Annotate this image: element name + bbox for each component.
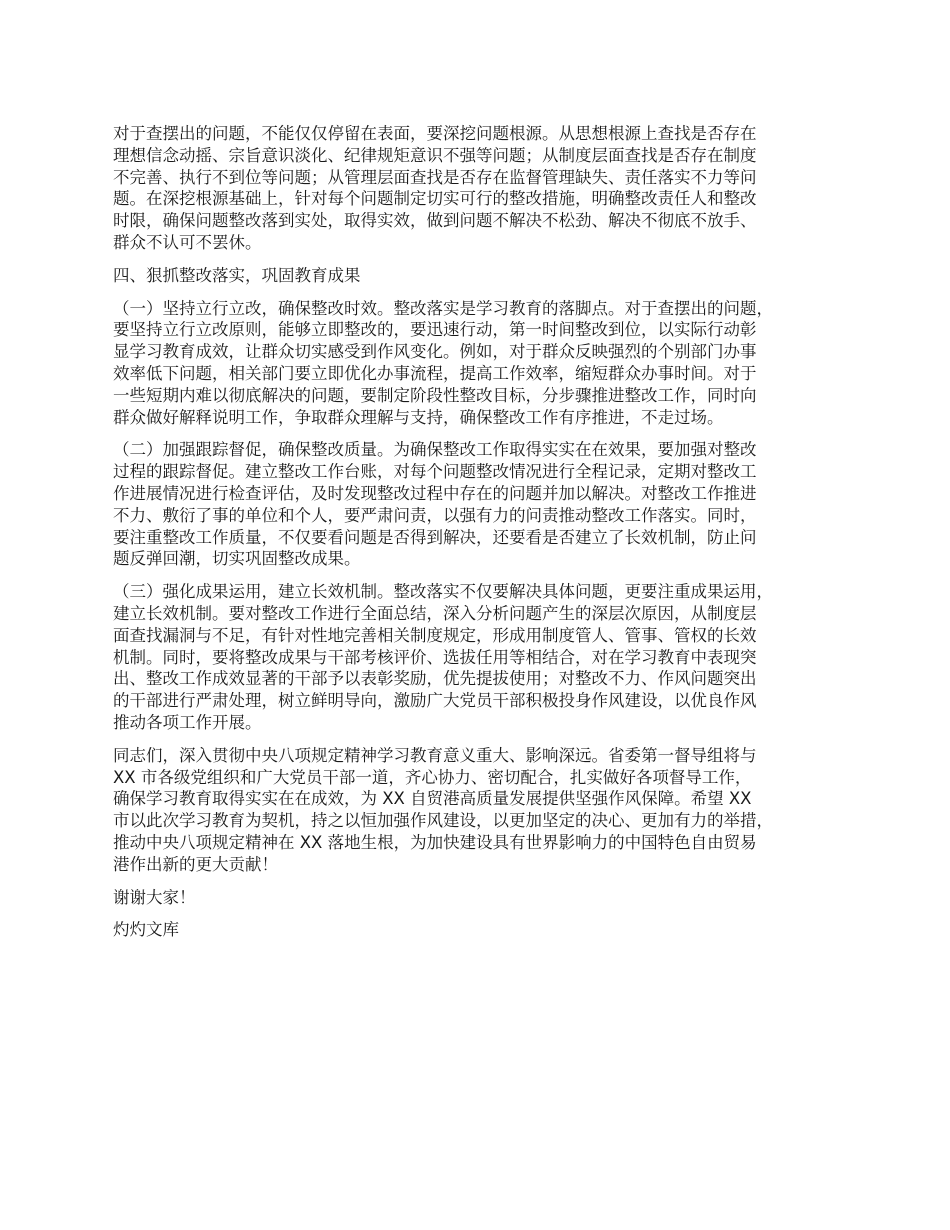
paragraph-thanks: 谢谢大家！ (113, 887, 196, 907)
paragraph-immediate-rectification: （一）坚持立行立改，确保整改时效。整改落实是学习教育的落脚点。对于查摆出的问题， 要坚持立行立改原则，能够立即整改的，要迅速行动，第一时间整改到位，以实际行动彰 显学习教育成效，让群众切实感受到作风变化。例如，对于群众反映强烈的个别部门办事 效率低下问题，相关部门要立即优化办事流程，提高工作效率，缩短群众办事时间。对于 一些短期内难以彻底解决的问题，要制定阶段性整改目标，分步骤推进整改工作，同时向 群众做好解释说明工作，争取群众理解与支持，确保整改工作有序推进，不走过场。 (113, 298, 773, 427)
paragraph-tracking-supervision: （二）加强跟踪督促，确保整改质量。为确保整改工作取得实实在在效果，要加强对整改 过程的跟踪督促。建立整改工作台账，对每个问题整改情况进行全程记录，定期对整改工 作进展情况进行检查评估，及时发现整改过程中存在的问题并加以解决。对整改工作推进 不力、敷衍了事的单位和个人，要严肃问责，以强有力的问责推动整改工作落实。同时， 要注重整改工作质量，不仅要看问题是否得到解决，还要看是否建立了长效机制，防止问 题反弹回潮，切实巩固整改成果。 (113, 440, 757, 569)
document-page (113, 123, 858, 952)
section-heading-rectification: 四、狠抓整改落实，巩固教育成果 (113, 265, 361, 285)
paragraph-source: 灼灼文库 (113, 920, 179, 940)
paragraph-root-cause: 对于查摆出的问题，不能仅仅停留在表面，要深挖问题根源。从思想根源上查找是否存在 理想信念动摇、宗旨意识淡化、纪律规矩意识不强等问题；从制度层面查找是否存在制度 不完善、执行不到位等问题；从管理层面查找是否存在监督管理缺失、责任落实不力等问 题。在深挖根源基础上，针对每个问题制定切实可行的整改措施，明确整改责任人和整改 时限，确保问题整改落到实处，取得实效，做到问题不解决不松劲、解决不彻底不放手、 群众不认可不罢休。 (113, 124, 757, 252)
paragraph-closing-remarks: 同志们，深入贯彻中央八项规定精神学习教育意义重大、影响深远。省委第一督导组将与 XX 市各级党组织和广大党员干部一道，齐心协力、密切配合，扎实做好各项督导工作， 确保学习教育取得实实在在成效，为 XX 自贸港高质量发展提供坚强作风保障。希望 XX 市以此次学习教育为契机，持之以恒加强作风建设，以更加坚定的决心、更加有力的举措， 推动中央八项规定精神在 XX 落地生根，为加快建设具有世界影响力的中国特色自由贸易 港作出新的更大贡献！ (113, 745, 773, 874)
paragraph-long-term-mechanism: （三）强化成果运用，建立长效机制。整改落实不仅要解决具体问题，更要注重成果运用， 建立长效机制。要对整改工作进行全面总结，深入分析问题产生的深层次原因，从制度层 面查找漏洞与不足，有针对性地完善相关制度规定，形成用制度管人、管事、管权的长效 机制。同时，要将整改成果与干部考核评价、选拔任用等相结合，对在学习教育中表现突 出、整改工作成效显著的干部予以表彰奖励，优先提拔使用；对整改不力、作风问题突出 的干部进行严肃处理，树立鲜明导向，激励广大党员干部积极投身作风建设，以优良作风 推动各项工作开展。 (113, 582, 773, 732)
